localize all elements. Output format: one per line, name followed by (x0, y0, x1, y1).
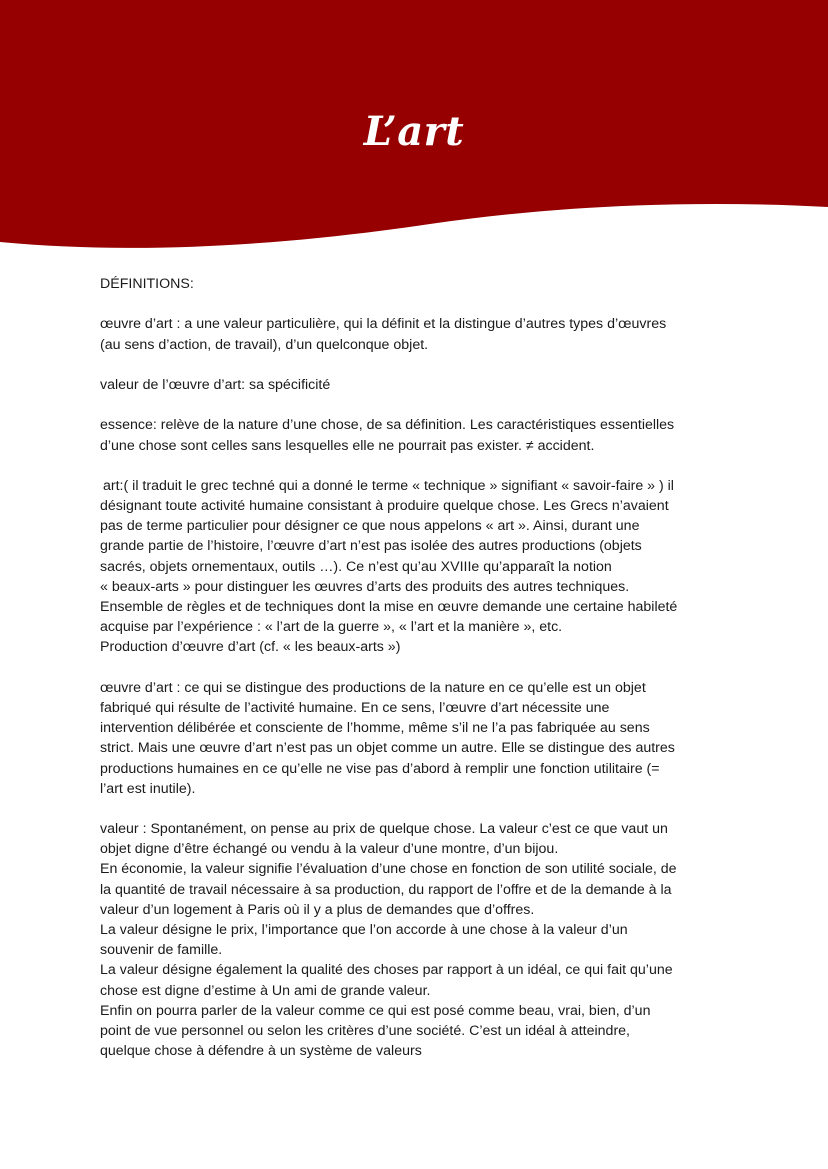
text-line: la quantité de travail nécessaire à sa production, du rapport de l’offre et de la demande à la (100, 881, 672, 898)
text-line: La valeur désigne le prix, l’importance que l’on accorde à une chose à la valeur d’un (100, 922, 628, 938)
text-line: Production d’œuvre d’art (cf. « les beaux-arts ») (100, 639, 401, 656)
text-line: La valeur désigne également la qualité des choses par rapport à un idéal, ce qui fait qu’une (100, 962, 673, 979)
text-line: productions humaines en ce qu’elle ne vise pas d’abord à remplir une fonction utilitaire (= (100, 760, 660, 777)
definition-valeur-oeuvre (100, 375, 730, 395)
text-line: acquise par l’expérience : « l’art de la guerre », « l’art et la manière », etc. (100, 619, 563, 636)
definition-art (100, 476, 730, 658)
text-line: art:( il traduit le grec techné qui a donné le terme « technique » signifiant « savoir-faire » ) il (103, 477, 674, 494)
text-line: Enfin on pourra parler de la valeur comme ce qui est posé comme beau, vrai, bien, d’un (100, 1002, 651, 1019)
definition-essence (100, 415, 730, 455)
text-line: intervention délibérée et consciente de l’homme, même s’il ne l’a pas fabriquée au sens (100, 720, 650, 737)
text-line: souvenir de famille. (100, 942, 223, 959)
text-line: l’art est inutile). (100, 780, 196, 797)
text-line: objet digne d’être échangé ou vendu à la valeur d’une montre, d’un bijou. (100, 841, 559, 858)
definition-oeuvre-art-2 (100, 678, 730, 799)
text-line: strict. Mais une œuvre d’art n’est pas un objet comme un autre. Elle se distingue des autres (100, 740, 675, 757)
text-line: point de vue personnel ou selon les critères d’une société. C’est un idéal à atteindre, (100, 1022, 630, 1039)
text-line: (au sens d’action, de travail), d’un quelconque objet. (100, 336, 429, 353)
text-line: quelque chose à défendre à un système de valeurs (100, 1043, 422, 1060)
spacer (100, 355, 730, 375)
spacer (100, 294, 730, 314)
text-line: sacrés, objets ornementaux, outils …). Ce n’est qu’au XVIIIe qu’apparaît la notion (100, 558, 612, 575)
page-title: L’art (363, 108, 465, 155)
text-line: œuvre d’art : a une valeur particulière, qui la définit et la distingue d’autres types d’œuvres (100, 316, 667, 333)
spacer (100, 395, 730, 415)
spacer (100, 799, 730, 819)
text-line: fabriqué qui résulte de l’activité humaine. En ce sens, l’œuvre d’art nécessite une (100, 699, 610, 716)
document-body (100, 274, 730, 1061)
definition-valeur (100, 819, 730, 1061)
text-line: Ensemble de règles et de techniques dont la mise en œuvre demande une certaine habileté (100, 599, 678, 615)
text-line: En économie, la valeur signifie l’évaluation d’une chose en fonction de son utilité sociale, de (100, 861, 677, 878)
text-line: d’une chose sont celles sans lesquelles elle ne pourrait pas exister. ≠ accident. (100, 437, 595, 454)
text-line: valeur de l’œuvre d’art: sa spécificité (100, 376, 331, 393)
text-line: valeur : Spontanément, on pense au prix de quelque chose. La valeur c’est ce que vaut un (100, 821, 668, 838)
definition-oeuvre-art (100, 314, 730, 354)
text-line: valeur d’un logement à Paris où il y a plus de demandes que d’offres. (100, 901, 535, 918)
text-line: essence: relève de la nature d’une chose, de sa définition. Les caractéristiques essentielles (100, 417, 675, 434)
text-line: pas de terme particulier pour désigner ce que nous appelons « art ». Ainsi, durant une (100, 518, 640, 535)
text-line: chose est digne d’estime à Un ami de grande valeur. (100, 982, 431, 999)
spacer (100, 658, 730, 678)
header-banner (0, 0, 828, 260)
text-line: grande partie de l’histoire, l’œuvre d’art n’est pas isolée des autres productions (objets (100, 538, 642, 555)
spacer (100, 456, 730, 476)
text-line: « beaux-arts » pour distinguer les œuvres d’arts des produits des autres techniques. (100, 578, 630, 595)
text-line: œuvre d’art : ce qui se distingue des productions de la nature en ce qu’elle est un objet (100, 679, 646, 696)
section-heading: DÉFINITIONS: (100, 276, 194, 292)
text-line: désignant toute activité humaine consistant à produire quelque chose. Les Grecs n’avaient (100, 498, 669, 515)
